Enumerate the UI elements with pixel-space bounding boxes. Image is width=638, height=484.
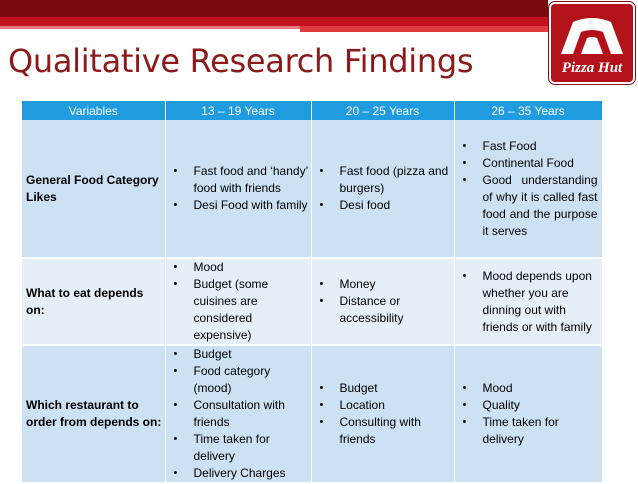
table-row [22, 345, 602, 483]
table-cell [165, 345, 311, 483]
column-header: 26 – 35 Years [454, 101, 602, 120]
list-item: • Consultation with friends [166, 397, 311, 431]
list-item: • Time taken for delivery [166, 431, 311, 465]
list-item: • Continental Food [455, 155, 602, 172]
column-header: 13 – 19 Years [165, 101, 311, 120]
list-item: • Distance or accessibility [312, 293, 454, 327]
list-item: • Delivery Charges [166, 465, 311, 482]
list-item: • Desi food [312, 197, 454, 214]
table-cell [454, 120, 602, 258]
list-item: • Money [312, 276, 454, 293]
page-title: Qualitative Research Findings [8, 42, 474, 80]
banner-band-pink [0, 26, 300, 29]
table-header-row [22, 101, 602, 120]
table-cell [454, 258, 602, 345]
table-cell [165, 258, 311, 345]
pizza-hut-logo [549, 2, 635, 84]
row-label: What to eat depends on: [22, 258, 165, 345]
list-item: • Location [312, 397, 454, 414]
list-item: • Mood depends upon whether you are dinning out with friends or with family [455, 268, 602, 336]
list-item: • Budget [166, 346, 311, 363]
table-row [22, 120, 602, 258]
column-header: Variables [22, 101, 165, 120]
banner-band-light [300, 26, 548, 32]
logo-wordmark: Pizza Hut [561, 60, 623, 76]
table-cell [454, 345, 602, 483]
list-item: • Fast Food [455, 138, 602, 155]
roof-icon [559, 14, 625, 58]
banner-band-dark [0, 0, 548, 17]
list-item: • Consulting with friends [312, 414, 454, 448]
list-item: • Desi Food with family [166, 197, 311, 214]
list-item: • Mood [166, 259, 311, 276]
list-item: • Time taken for delivery [455, 414, 602, 448]
table-cell [311, 120, 454, 258]
table-cell [165, 120, 311, 258]
row-label: Which restaurant to order from depends on: [22, 345, 165, 483]
table-cell [311, 258, 454, 345]
findings-table [22, 101, 603, 484]
list-item: • Budget (some cuisines are considered expensive) [166, 276, 311, 344]
list-item: • Budget [312, 380, 454, 397]
list-item: • Fast food (pizza and burgers) [312, 163, 454, 197]
row-label: General Food Category Likes [22, 120, 165, 258]
top-banner [0, 0, 638, 36]
column-header: 20 – 25 Years [311, 101, 454, 120]
table-cell [311, 345, 454, 483]
table-row [22, 258, 602, 345]
list-item: • Fast food and ‘handy’ food with friends [166, 163, 311, 197]
banner-band-red [0, 17, 548, 26]
list-item: • Mood [455, 380, 602, 397]
list-item: • Good understanding of why it is called fast food and the purpose it serves [455, 172, 602, 240]
list-item: • Food category (mood) [166, 363, 311, 397]
list-item: • Quality [455, 397, 602, 414]
